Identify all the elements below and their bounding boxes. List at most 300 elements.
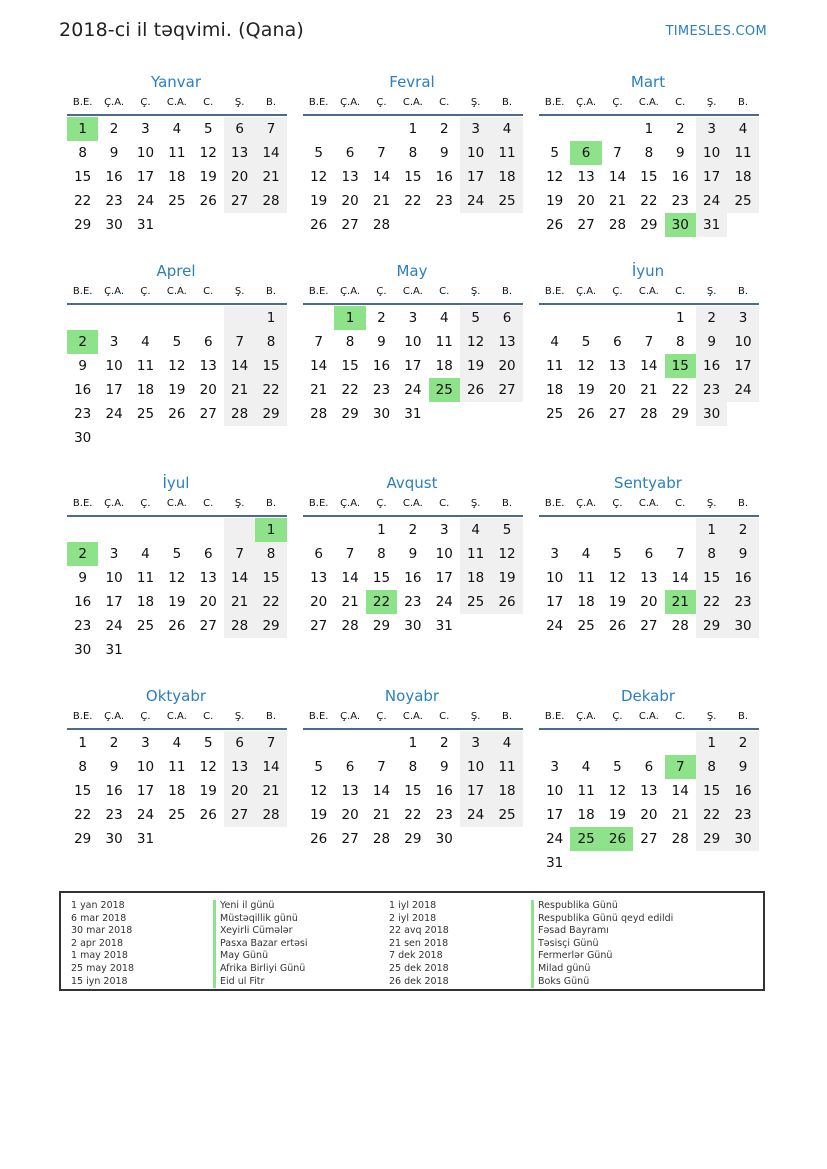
day-cell: 12 xyxy=(199,145,217,161)
day-cell: 21 xyxy=(640,382,658,398)
day-cell: 3 xyxy=(550,546,559,562)
month-i̇yul xyxy=(67,473,287,662)
day-cell: 13 xyxy=(640,570,658,586)
day-cell: 26 xyxy=(168,618,186,634)
day-cell: 17 xyxy=(435,570,453,586)
weekday-label: Ç.A. xyxy=(104,286,125,297)
month-mart xyxy=(539,72,759,237)
day-cell: 5 xyxy=(581,334,591,350)
weekday-header xyxy=(539,92,759,116)
day-cell: 17 xyxy=(105,594,123,610)
weekday-label: C. xyxy=(675,711,686,722)
day-cell: 9 xyxy=(109,759,119,775)
day-cell: 31 xyxy=(136,831,155,847)
legend-date: 15 iyn 2018 xyxy=(71,975,128,987)
legend-holiday-name: Pasxa Bazar ertəsi xyxy=(213,938,308,951)
holiday-day: 30 xyxy=(665,213,696,237)
weekday-label: C. xyxy=(439,498,450,509)
day-cell: 19 xyxy=(577,382,595,398)
day-cell: 23 xyxy=(435,193,453,209)
weekday-label: Ç.A. xyxy=(340,498,361,509)
day-cell: 13 xyxy=(199,358,217,374)
day-cell: 19 xyxy=(199,783,217,799)
day-cell: 18 xyxy=(168,169,186,185)
day-cell: 26 xyxy=(168,406,186,422)
day-cell: 1 xyxy=(675,310,685,326)
weekday-label: Ç. xyxy=(612,498,623,509)
day-cell: 29 xyxy=(341,406,359,422)
legend-dates-right xyxy=(389,900,449,988)
empty-cell xyxy=(334,731,365,755)
weekday-label: B.E. xyxy=(308,711,329,722)
day-cell: 16 xyxy=(372,358,391,374)
day-cell: 20 xyxy=(310,594,328,610)
weekday-label: B.E. xyxy=(544,498,565,509)
day-cell: 17 xyxy=(546,594,564,610)
day-cell: 26 xyxy=(199,193,217,209)
day-cell: 3 xyxy=(460,117,491,141)
day-cell: 9 xyxy=(727,755,758,779)
empty-cell xyxy=(98,306,129,330)
day-cell: 1 xyxy=(78,735,87,751)
day-cell: 10 xyxy=(404,334,422,350)
weekday-header xyxy=(303,92,523,116)
day-cell: 2 xyxy=(408,522,418,538)
day-cell: 29 xyxy=(696,827,727,851)
month-noyabr xyxy=(303,686,523,851)
empty-cell xyxy=(303,731,334,755)
day-cell: 3 xyxy=(109,546,119,562)
day-cell: 18 xyxy=(168,783,186,799)
legend-holiday-name: Eid ul Fitr xyxy=(213,976,308,989)
weekday-label: C. xyxy=(203,97,214,108)
weekday-label: B. xyxy=(738,286,749,297)
day-cell: 10 xyxy=(727,330,758,354)
day-grid xyxy=(539,117,759,237)
month-name: Avqust xyxy=(386,474,438,492)
day-cell: 11 xyxy=(577,570,595,586)
weekday-label: C. xyxy=(675,286,686,297)
empty-cell xyxy=(303,306,334,330)
day-cell: 20 xyxy=(341,193,359,209)
day-cell: 2 xyxy=(109,121,119,137)
empty-cell xyxy=(665,518,696,542)
day-cell: 9 xyxy=(727,542,758,566)
day-cell: 9 xyxy=(696,330,727,354)
day-cell: 20 xyxy=(577,193,595,209)
holiday-day: 1 xyxy=(334,306,365,330)
legend-holiday-name: Boks Günü xyxy=(531,976,673,989)
month-aprel xyxy=(67,261,287,450)
day-cell: 10 xyxy=(105,358,123,374)
day-cell: 16 xyxy=(404,570,422,586)
weekday-label: B. xyxy=(738,711,749,722)
weekday-label: B.E. xyxy=(308,498,329,509)
day-cell: 17 xyxy=(546,807,564,823)
day-cell: 23 xyxy=(74,406,92,422)
day-cell: 21 xyxy=(310,382,328,398)
day-cell: 30 xyxy=(404,618,422,634)
month-may xyxy=(303,261,523,426)
day-cell: 11 xyxy=(136,570,155,586)
legend-holiday-name: Xeyirli Cümələr xyxy=(213,925,308,938)
legend-names-right xyxy=(531,900,673,988)
day-cell: 18 xyxy=(136,382,155,398)
holiday-day: 7 xyxy=(665,755,696,779)
day-cell: 22 xyxy=(255,590,286,614)
day-cell: 3 xyxy=(460,731,491,755)
day-cell: 11 xyxy=(460,542,491,566)
day-cell: 9 xyxy=(109,145,119,161)
weekday-label: C. xyxy=(203,286,214,297)
day-cell: 14 xyxy=(372,783,391,799)
weekday-label: Ç. xyxy=(612,97,623,108)
day-cell: 27 xyxy=(310,618,328,634)
day-cell: 28 xyxy=(255,189,286,213)
legend-date: 25 dek 2018 xyxy=(389,962,449,974)
weekday-label: C.A. xyxy=(638,498,659,509)
day-cell: 13 xyxy=(310,570,328,586)
month-name: İyul xyxy=(162,474,190,492)
weekday-label: Ş. xyxy=(470,97,481,108)
day-cell: 10 xyxy=(435,546,453,562)
legend-holiday-name: Afrika Birliyi Günü xyxy=(213,963,308,976)
day-cell: 11 xyxy=(727,141,758,165)
holiday-day: 2 xyxy=(67,542,98,566)
day-cell: 12 xyxy=(608,783,627,799)
day-cell: 19 xyxy=(608,594,627,610)
day-cell: 8 xyxy=(377,546,386,562)
day-cell: 20 xyxy=(640,807,658,823)
weekday-header xyxy=(539,493,759,517)
weekday-label: Ş. xyxy=(706,286,717,297)
empty-cell xyxy=(570,731,601,755)
day-cell: 27 xyxy=(640,618,658,634)
weekday-label: C. xyxy=(439,97,450,108)
day-cell: 4 xyxy=(439,310,449,326)
weekday-label: C.A. xyxy=(402,97,423,108)
month-avqust xyxy=(303,473,523,638)
day-cell: 16 xyxy=(74,594,92,610)
day-cell: 30 xyxy=(727,614,758,638)
empty-cell xyxy=(633,518,664,542)
weekday-label: B.E. xyxy=(544,711,565,722)
holiday-day: 22 xyxy=(366,590,397,614)
day-cell: 26 xyxy=(577,406,595,422)
day-cell: 17 xyxy=(696,165,727,189)
legend-date: 22 avq 2018 xyxy=(389,925,449,937)
day-cell: 29 xyxy=(404,831,422,847)
weekday-label: B.E. xyxy=(544,97,565,108)
day-cell: 18 xyxy=(577,807,595,823)
day-cell: 31 xyxy=(696,213,727,237)
day-cell: 25 xyxy=(491,189,522,213)
day-cell: 28 xyxy=(224,614,255,638)
day-cell: 21 xyxy=(671,807,689,823)
day-cell: 21 xyxy=(372,193,391,209)
weekday-label: Ç. xyxy=(140,286,151,297)
day-cell: 1 xyxy=(408,121,418,137)
day-cell: 7 xyxy=(255,117,286,141)
day-cell: 20 xyxy=(608,382,627,398)
day-cell: 5 xyxy=(613,759,622,775)
day-cell: 25 xyxy=(460,590,491,614)
day-cell: 16 xyxy=(435,169,453,185)
day-cell: 6 xyxy=(345,759,355,775)
day-cell: 22 xyxy=(74,807,92,823)
weekday-header xyxy=(539,706,759,730)
day-cell: 27 xyxy=(199,406,217,422)
month-name: Noyabr xyxy=(384,687,440,705)
empty-cell xyxy=(224,518,255,542)
weekday-label: B.E. xyxy=(72,498,93,509)
weekday-label: Ç. xyxy=(140,711,151,722)
day-cell: 2 xyxy=(109,735,119,751)
day-cell: 25 xyxy=(136,406,155,422)
day-cell: 3 xyxy=(109,334,119,350)
empty-cell xyxy=(570,518,601,542)
empty-cell xyxy=(602,306,633,330)
day-cell: 26 xyxy=(199,807,217,823)
day-cell: 5 xyxy=(314,145,323,161)
day-cell: 10 xyxy=(136,759,155,775)
month-yanvar xyxy=(67,72,287,237)
day-cell: 3 xyxy=(727,306,758,330)
day-cell: 24 xyxy=(435,594,453,610)
legend-date: 6 mar 2018 xyxy=(71,912,127,924)
month-i̇yun xyxy=(539,261,759,426)
weekday-header xyxy=(303,281,523,305)
day-cell: 15 xyxy=(255,566,286,590)
day-cell: 12 xyxy=(546,169,564,185)
weekday-label: B.E. xyxy=(72,286,93,297)
weekday-label: B. xyxy=(266,97,277,108)
day-cell: 5 xyxy=(172,546,182,562)
weekday-label: Ç. xyxy=(612,286,623,297)
weekday-label: Ç.A. xyxy=(340,711,361,722)
empty-cell xyxy=(539,306,570,330)
day-cell: 25 xyxy=(491,803,522,827)
weekday-label: Ç.A. xyxy=(576,286,597,297)
weekday-label: Ş. xyxy=(234,286,245,297)
day-cell: 24 xyxy=(727,378,758,402)
weekday-label: C.A. xyxy=(402,286,423,297)
day-cell: 10 xyxy=(105,570,123,586)
day-cell: 31 xyxy=(136,217,155,233)
day-cell: 29 xyxy=(74,217,92,233)
day-cell: 1 xyxy=(696,518,727,542)
day-cell: 23 xyxy=(105,193,123,209)
day-cell: 8 xyxy=(644,145,654,161)
day-cell: 26 xyxy=(310,217,328,233)
day-cell: 6 xyxy=(613,334,622,350)
weekday-label: B. xyxy=(738,97,749,108)
weekday-header xyxy=(67,493,287,517)
day-cell: 24 xyxy=(105,618,123,634)
day-cell: 29 xyxy=(671,406,689,422)
weekday-label: Ş. xyxy=(706,97,717,108)
day-grid xyxy=(303,306,523,426)
weekday-label: C.A. xyxy=(166,498,187,509)
weekday-label: Ş. xyxy=(234,498,245,509)
day-cell: 14 xyxy=(224,566,255,590)
day-cell: 26 xyxy=(546,217,564,233)
weekday-label: C. xyxy=(675,97,686,108)
day-cell: 8 xyxy=(78,145,87,161)
day-cell: 24 xyxy=(696,189,727,213)
day-cell: 4 xyxy=(581,546,591,562)
day-cell: 2 xyxy=(727,518,758,542)
day-cell: 7 xyxy=(613,145,622,161)
day-cell: 18 xyxy=(577,594,595,610)
day-cell: 31 xyxy=(435,618,453,634)
day-cell: 3 xyxy=(408,310,418,326)
day-cell: 1 xyxy=(377,522,386,538)
weekday-label: B. xyxy=(266,711,277,722)
day-cell: 9 xyxy=(78,358,87,374)
empty-cell xyxy=(570,306,601,330)
day-cell: 4 xyxy=(727,117,758,141)
day-cell: 19 xyxy=(608,807,627,823)
day-cell: 22 xyxy=(696,590,727,614)
day-cell: 23 xyxy=(696,378,727,402)
day-cell: 8 xyxy=(255,542,286,566)
day-cell: 26 xyxy=(608,618,627,634)
day-cell: 16 xyxy=(727,566,758,590)
day-cell: 2 xyxy=(675,121,685,137)
weekday-label: Ç.A. xyxy=(340,286,361,297)
day-cell: 9 xyxy=(675,145,685,161)
day-cell: 31 xyxy=(105,642,123,658)
day-cell: 7 xyxy=(675,546,685,562)
weekday-label: C. xyxy=(675,498,686,509)
day-cell: 31 xyxy=(404,406,422,422)
weekday-label: B. xyxy=(266,498,277,509)
day-cell: 3 xyxy=(696,117,727,141)
weekday-label: C.A. xyxy=(638,711,659,722)
legend-holiday-name: Respublika Günü qeyd edildi xyxy=(531,913,673,926)
day-cell: 4 xyxy=(172,121,182,137)
weekday-label: Ş. xyxy=(234,97,245,108)
weekday-label: C.A. xyxy=(166,711,187,722)
day-cell: 13 xyxy=(577,169,595,185)
day-cell: 12 xyxy=(168,358,186,374)
day-cell: 9 xyxy=(408,546,418,562)
day-cell: 27 xyxy=(491,378,522,402)
day-cell: 16 xyxy=(671,169,689,185)
weekday-label: Ç.A. xyxy=(104,97,125,108)
day-cell: 10 xyxy=(546,783,564,799)
weekday-label: B. xyxy=(502,97,513,108)
day-cell: 14 xyxy=(341,570,359,586)
day-cell: 17 xyxy=(136,169,155,185)
day-grid xyxy=(539,306,759,426)
day-cell: 7 xyxy=(224,330,255,354)
day-cell: 29 xyxy=(372,618,391,634)
empty-cell xyxy=(224,306,255,330)
weekday-label: C.A. xyxy=(402,498,423,509)
day-cell: 5 xyxy=(613,546,622,562)
day-cell: 28 xyxy=(341,618,359,634)
weekday-label: Ç. xyxy=(376,498,387,509)
weekday-label: C. xyxy=(439,711,450,722)
day-cell: 16 xyxy=(696,354,727,378)
weekday-label: B. xyxy=(266,286,277,297)
day-cell: 2 xyxy=(696,306,727,330)
empty-cell xyxy=(633,306,664,330)
weekday-label: Ç.A. xyxy=(340,97,361,108)
brand-link[interactable]: TIMESLES.COM xyxy=(665,24,767,39)
day-cell: 3 xyxy=(141,121,150,137)
day-cell: 2 xyxy=(377,310,386,326)
empty-cell xyxy=(98,518,129,542)
day-cell: 6 xyxy=(203,546,213,562)
day-cell: 9 xyxy=(78,570,87,586)
day-cell: 7 xyxy=(644,334,654,350)
day-cell: 6 xyxy=(224,117,255,141)
day-grid xyxy=(303,731,523,851)
weekday-label: Ç. xyxy=(140,97,151,108)
empty-cell xyxy=(130,518,161,542)
day-cell: 24 xyxy=(136,807,155,823)
day-cell: 24 xyxy=(136,193,155,209)
day-cell: 11 xyxy=(491,755,522,779)
legend-date: 1 iyl 2018 xyxy=(389,900,437,911)
day-cell: 14 xyxy=(671,783,689,799)
day-cell: 25 xyxy=(168,807,186,823)
weekday-label: C.A. xyxy=(638,97,659,108)
holiday-day: 1 xyxy=(255,518,286,542)
day-cell: 27 xyxy=(608,406,627,422)
day-cell: 8 xyxy=(255,330,286,354)
day-cell: 6 xyxy=(314,546,323,562)
empty-cell xyxy=(67,306,98,330)
weekday-label: Ç. xyxy=(140,498,151,509)
day-cell: 11 xyxy=(577,783,595,799)
weekday-label: Ç. xyxy=(376,711,387,722)
weekday-label: B. xyxy=(502,498,513,509)
empty-cell xyxy=(334,518,365,542)
day-cell: 20 xyxy=(224,165,255,189)
day-cell: 10 xyxy=(460,141,491,165)
day-cell: 19 xyxy=(199,169,217,185)
day-cell: 30 xyxy=(74,430,92,446)
day-cell: 10 xyxy=(546,570,564,586)
day-cell: 19 xyxy=(310,193,328,209)
day-cell: 27 xyxy=(341,217,359,233)
day-cell: 23 xyxy=(727,803,758,827)
weekday-label: Ç. xyxy=(612,711,623,722)
day-cell: 1 xyxy=(644,121,654,137)
day-cell: 27 xyxy=(341,831,359,847)
day-cell: 19 xyxy=(310,807,328,823)
weekday-label: Ç.A. xyxy=(576,498,597,509)
day-grid xyxy=(67,117,287,237)
day-cell: 5 xyxy=(491,518,522,542)
day-cell: 11 xyxy=(168,759,186,775)
day-grid xyxy=(67,306,287,450)
day-cell: 30 xyxy=(105,217,123,233)
month-name: İyun xyxy=(631,262,665,280)
empty-cell xyxy=(161,306,192,330)
day-cell: 5 xyxy=(172,334,182,350)
day-cell: 17 xyxy=(460,165,491,189)
day-cell: 12 xyxy=(491,542,522,566)
day-cell: 6 xyxy=(203,334,213,350)
day-cell: 22 xyxy=(640,193,658,209)
day-cell: 5 xyxy=(203,121,213,137)
weekday-label: C.A. xyxy=(402,711,423,722)
